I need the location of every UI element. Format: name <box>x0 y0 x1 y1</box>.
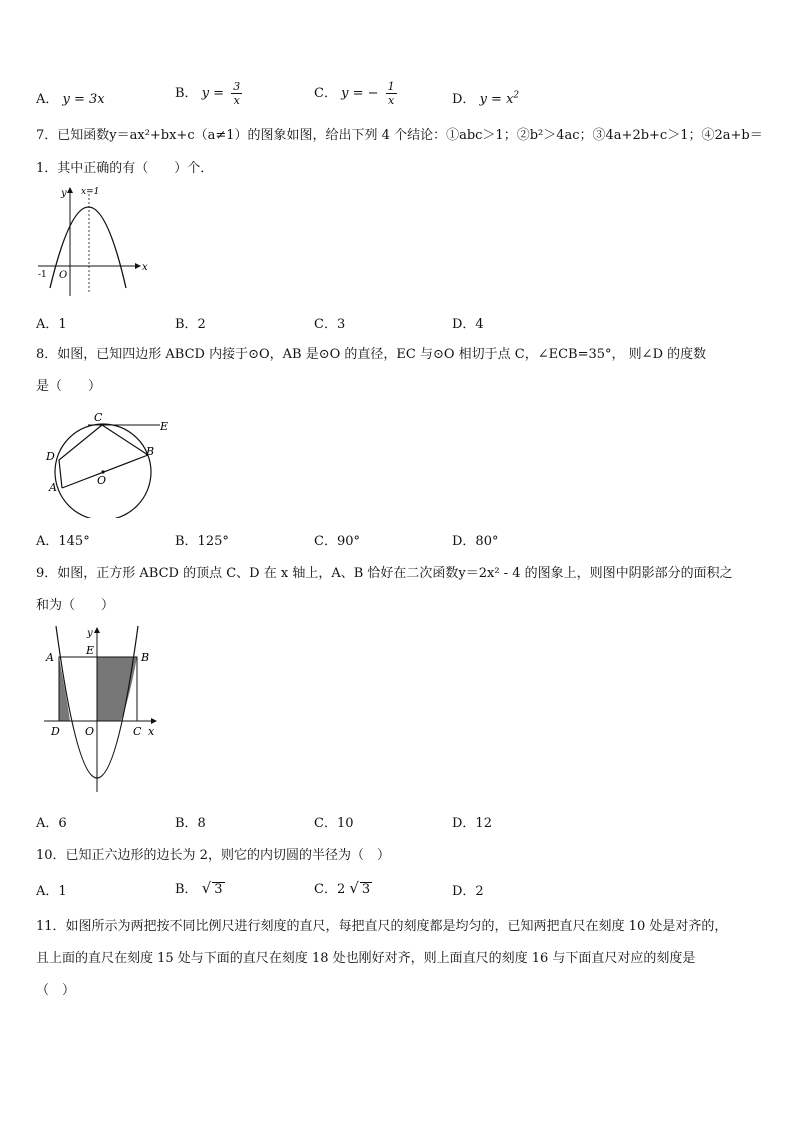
q8-text-line2: 是（ ） <box>36 379 102 394</box>
x-label: x <box>142 262 148 273</box>
q9-text-line2: 和为（ ） <box>36 598 115 613</box>
label-o: O <box>85 725 95 738</box>
q9-square-parabola-figure <box>42 624 166 796</box>
q6-option-a <box>36 88 105 107</box>
fraction <box>231 80 242 107</box>
q9-option-d: D．12 <box>452 816 492 831</box>
q9-option-a: A．6 <box>36 816 67 831</box>
option-expression: y = <box>201 86 225 101</box>
label-d: D <box>46 450 55 463</box>
q7-parabola-figure <box>36 182 156 300</box>
label-c: C <box>94 411 103 424</box>
q10-option-b <box>175 878 225 897</box>
fraction-numerator: 1 <box>387 80 395 93</box>
q11-text-line3: （ ） <box>36 983 76 998</box>
q7-option-d: D．4 <box>452 317 484 332</box>
label-e: E <box>86 644 95 657</box>
q7-option-a: A．1 <box>36 317 67 332</box>
q7-option-b: B．2 <box>175 317 206 332</box>
sqrt-radicand: 3 <box>361 882 371 897</box>
sqrt-sign: √ <box>349 879 359 897</box>
q7-text-line1: 7．已知函数y＝ax²+bx+c（a≠1）的图象如图，给出下列 4 个结论：①abc＞1；②b²＞4ac；③4a+2b+c＞1；④2a+b＝ <box>36 128 763 143</box>
option-letter: B． <box>175 882 198 897</box>
option-expression: y = x <box>479 92 514 107</box>
superscript: 2 <box>513 90 520 101</box>
q9-option-c: C．10 <box>314 816 354 831</box>
q6-option-b <box>175 80 242 107</box>
fraction-denominator: x <box>233 94 240 107</box>
option-letter: D． <box>452 92 476 107</box>
label-d: D <box>51 725 60 738</box>
q8-option-c: C．90° <box>314 534 360 549</box>
label-a: A <box>46 651 54 664</box>
q10-text: 10．已知正六边形的边长为 2，则它的内切圆的半径为（ ） <box>36 848 390 863</box>
label-y: y <box>87 628 93 639</box>
q8-text-line1: 8．如图，已知四边形 ABCD 内接于⊙O，AB 是⊙O 的直径，EC 与⊙O 相切于点 C，∠ECB=35°， 则∠D 的度数 <box>36 347 707 362</box>
label-b: B <box>141 651 150 664</box>
q10-option-a: A．1 <box>36 884 67 899</box>
q7-text-line2: 1．其中正确的有（ ）个． <box>36 161 214 176</box>
option-letter: A． <box>36 92 59 107</box>
label-x: x <box>148 725 155 738</box>
option-letter: C．2 <box>314 882 346 897</box>
q8-option-b: B．125° <box>175 534 229 549</box>
sqrt-sign: √ <box>201 879 212 897</box>
fraction-denominator: x <box>388 94 395 107</box>
label-e: E <box>160 420 169 433</box>
q9-text-line1: 9．如图，正方形 ABCD 的顶点 C、D 在 x 轴上，A、B 恰好在二次函数y＝2x² - 4 的图象上，则图中阴影部分的面积之 <box>36 566 733 581</box>
neg-one-label: -1 <box>38 270 47 280</box>
symmetry-label: x=1 <box>81 187 100 197</box>
label-a: A <box>49 481 57 494</box>
q8-circle-figure <box>44 408 176 518</box>
q11-text-line2: 且上面的直尺在刻度 15 处与下面的直尺在刻度 18 处也刚好对齐，则上面直尺的刻度 16 与下面直尺对应的刻度是 <box>36 951 696 966</box>
q8-option-d: D．80° <box>452 534 499 549</box>
q7-option-c: C．3 <box>314 317 346 332</box>
option-expression: y = − <box>341 86 379 101</box>
y-label: y <box>61 188 67 199</box>
option-expression: y = 3x <box>62 92 105 107</box>
q10-option-c <box>314 878 372 897</box>
shaded-region-right <box>97 657 137 721</box>
fraction <box>386 80 397 107</box>
origin-label: O <box>59 270 68 281</box>
label-b: B <box>146 445 155 458</box>
label-c: C <box>133 725 142 738</box>
q6-option-d <box>452 88 519 107</box>
q10-option-d: D．2 <box>452 884 484 899</box>
q8-option-a: A．145° <box>36 534 90 549</box>
q9-option-b: B．8 <box>175 816 206 831</box>
sqrt-radicand: 3 <box>214 882 223 897</box>
option-letter: B． <box>175 86 198 101</box>
q6-option-c <box>314 80 397 107</box>
option-letter: C． <box>314 86 337 101</box>
label-o: O <box>97 474 107 487</box>
shaded-region-left <box>59 657 70 721</box>
q11-text-line1: 11．如图所示为两把按不同比例尺进行刻度的直尺，每把直尺的刻度都是均匀的，已知两把直尺在刻度 10 处是对齐的， <box>36 919 728 934</box>
fraction-numerator: 3 <box>233 80 241 93</box>
